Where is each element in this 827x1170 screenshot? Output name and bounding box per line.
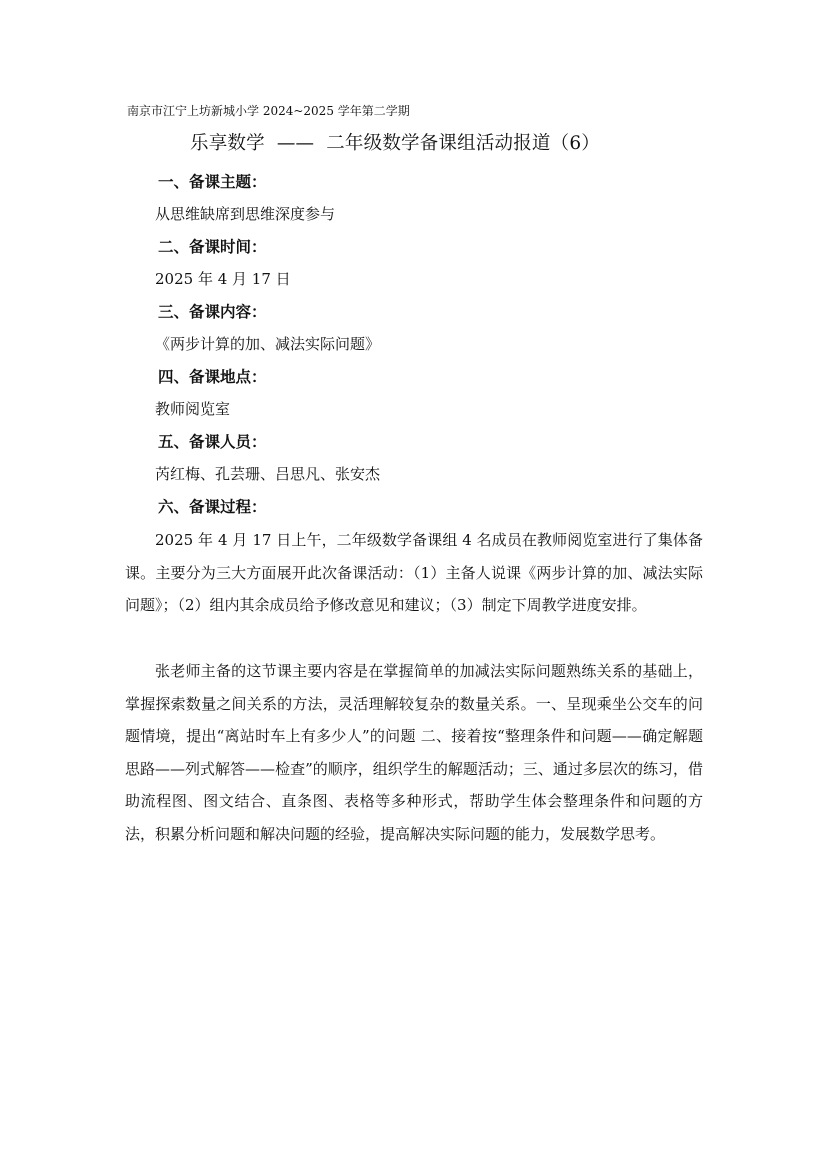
section-value-content: 《两步计算的加、减法实际问题》 (155, 335, 381, 353)
section-value-topic: 从思维缺席到思维深度参与 (155, 205, 336, 223)
title-right: 二年级数学备课组活动报道（6） (326, 133, 600, 154)
section-heading-time: 二、备课时间： (158, 237, 267, 256)
process-paragraph-1: 2025 年 4 月 17 日上午，二年级数学备课组 4 名成员在教师阅览室进行了集体备课。主要分为三大方面展开此次备课活动：（1）主备人说课《两步计算的加、减法实际问题》；（2）组内其余成员给予修改意见和建议；（3）制定下周教学进度安排。 (125, 531, 703, 615)
school-term-header: 南京市江宁上坊新城小学 2024~2025 学年第二学期 (127, 104, 410, 118)
section-value-time: 2025 年 4 月 17 日 (155, 270, 291, 288)
title-dash: —— (276, 133, 315, 154)
section-value-staff: 芮红梅、孔芸珊、吕思凡、张安杰 (155, 465, 381, 483)
process-paragraph-2: 张老师主备的这节课主要内容是在掌握简单的加减法实际问题熟练关系的基础上，掌握探索数量之间关系的方法，灵活理解较复杂的数量关系。一、呈现乘坐公交车的问题情境，提出“离站时车上有多少人”的问题 二、接着按“整理条件和问题——确定解题思路——列式解答——检查”的顺序，组织学生的解题活动；三、通过多层次的练习，借助流程图、图文结合、直条图、表格等多种形式，帮助学生体会整理条件和问题的方法，积累分析问题和解决问题的经验，提高解决实际问题的能力，发展数学思考。 (125, 662, 703, 843)
section-heading-content: 三、备课内容： (158, 302, 267, 321)
section-heading-process: 六、备课过程： (158, 497, 267, 516)
title-left: 乐享数学 (190, 133, 265, 154)
section-heading-topic: 一、备课主题： (158, 172, 267, 191)
section-value-location: 教师阅览室 (155, 400, 231, 418)
section-heading-staff: 五、备课人员： (158, 432, 267, 451)
page-title (190, 131, 600, 157)
section-heading-location: 四、备课地点： (158, 367, 267, 386)
